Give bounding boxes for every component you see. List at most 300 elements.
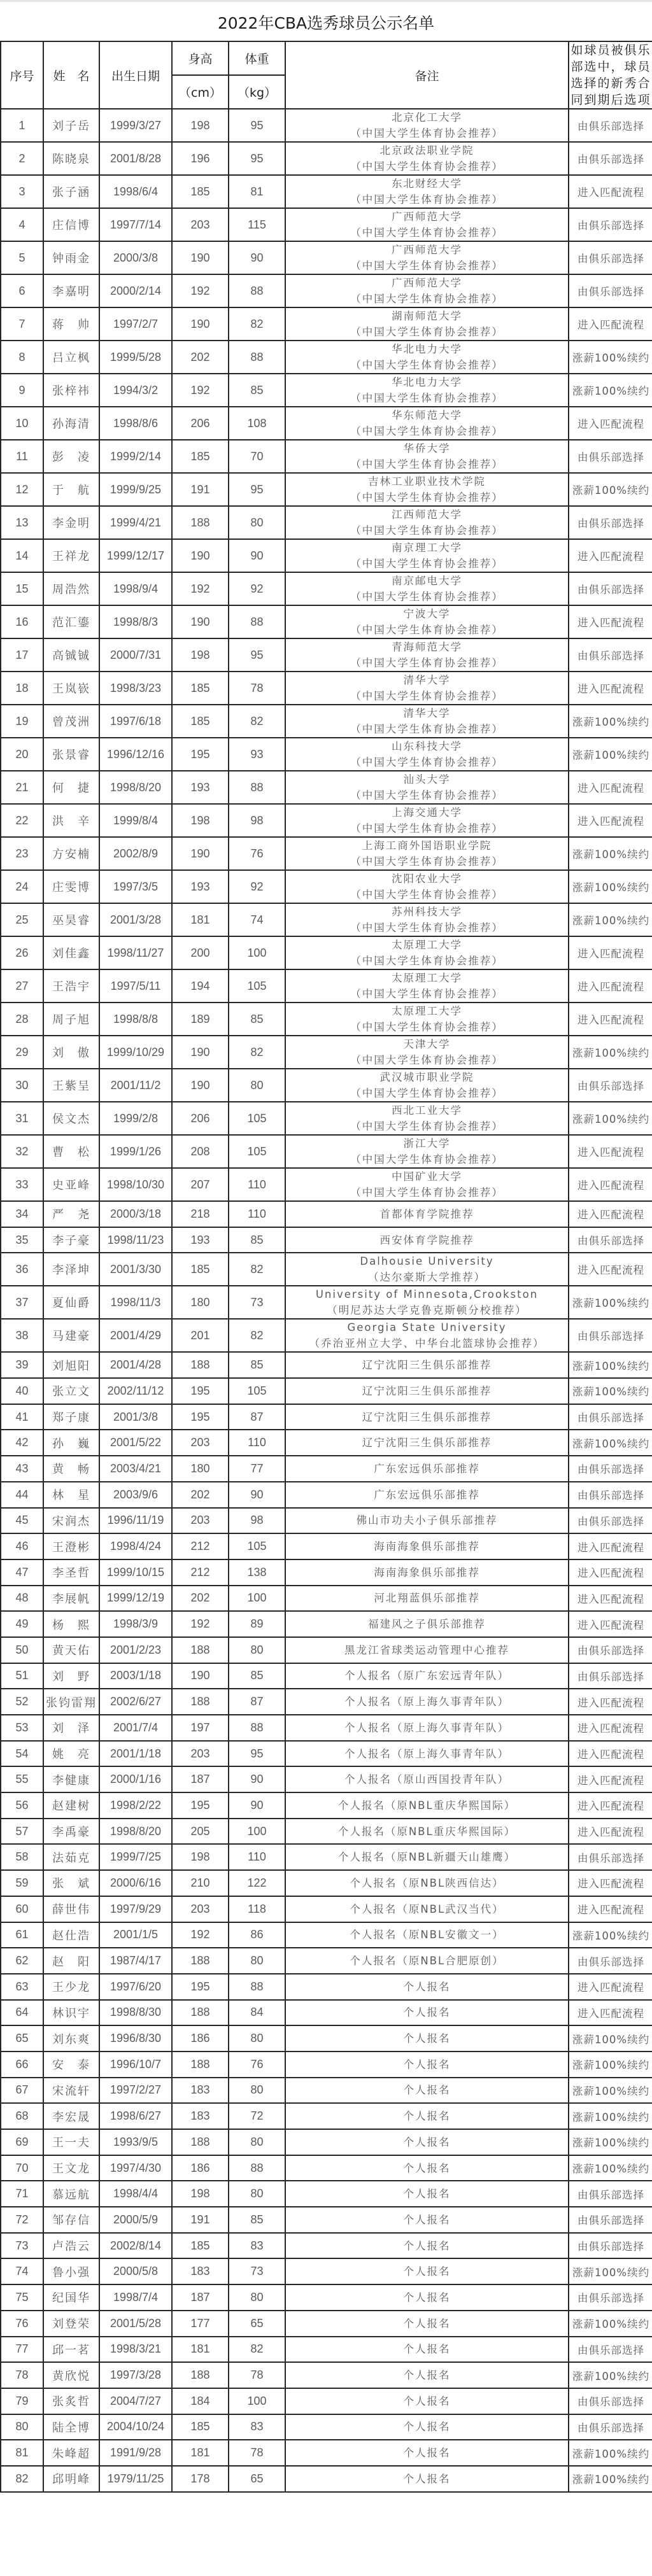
cell-weight: 86 (229, 1922, 285, 1948)
cell-name: 纪国华 (43, 2284, 99, 2311)
cell-option: 由俱乐部选择 (569, 506, 652, 539)
cell-remark (285, 2129, 569, 2155)
cell-birth: 1999/10/29 (99, 1036, 172, 1069)
cell-name: 刘旭阳 (43, 1352, 99, 1378)
cell-weight: 110 (229, 1844, 285, 1870)
cell-name: 张钧雷翔 (43, 1689, 99, 1715)
cell-birth: 1998/2/22 (99, 1792, 172, 1819)
cell-name: 李健康 (43, 1766, 99, 1792)
cell-name: 李宏晟 (43, 2103, 99, 2129)
cell-birth: 1998/9/4 (99, 572, 172, 605)
cell-remark (285, 2025, 569, 2052)
cell-weight: 80 (229, 2181, 285, 2207)
cell-birth: 1998/8/3 (99, 605, 172, 638)
remark-line-2: （中国大学生体育协会推荐） (350, 1087, 504, 1099)
cell-birth: 2000/5/9 (99, 2207, 172, 2233)
cell-height: 195 (172, 1974, 229, 2000)
cell-index: 14 (1, 539, 43, 572)
remark-line-1: 个人报名 (403, 2369, 451, 2382)
remark-line-1: 个人报名（原NBL重庆华熙国际） (337, 1825, 516, 1838)
remark-line-2: （中国大学生体育协会推荐） (350, 1021, 504, 1033)
cell-index: 46 (1, 1533, 43, 1559)
table-row (1, 1036, 652, 1069)
cell-option: 进入匹配流程 (569, 175, 652, 208)
cell-weight: 80 (229, 2284, 285, 2311)
cell-index: 35 (1, 1227, 43, 1253)
cell-index: 44 (1, 1482, 43, 1508)
cell-height: 193 (172, 870, 229, 903)
cell-option: 涨薪100%续约 (569, 2440, 652, 2466)
table-row (1, 837, 652, 870)
cell-index: 71 (1, 2181, 43, 2207)
remark-line-1: 个人报名（原上海久事青年队） (344, 1747, 509, 1760)
remark-line-1: 浙江大学 (403, 1137, 451, 1150)
cell-weight: 88 (229, 341, 285, 374)
cell-birth: 2003/1/18 (99, 1663, 172, 1689)
cell-birth: 1998/4/24 (99, 1533, 172, 1559)
cell-weight: 74 (229, 903, 285, 936)
table-row (1, 1689, 652, 1715)
cell-birth: 1998/11/27 (99, 936, 172, 969)
cell-birth: 1998/10/30 (99, 1168, 172, 1201)
cell-height: 207 (172, 1168, 229, 1201)
remark-line-1: University of Minnesota,Crookston (315, 1288, 539, 1301)
cell-remark (285, 2207, 569, 2233)
cell-height: 190 (172, 837, 229, 870)
cell-height: 203 (172, 1508, 229, 1534)
table-row (1, 2155, 652, 2181)
cell-name: 鲁小强 (43, 2258, 99, 2284)
cell-height: 194 (172, 969, 229, 1003)
cell-height: 191 (172, 473, 229, 506)
cell-weight: 85 (229, 1352, 285, 1378)
cell-height: 197 (172, 1715, 229, 1741)
table-row (1, 1974, 652, 2000)
cell-name: 刘登荣 (43, 2311, 99, 2337)
cell-birth: 1999/9/25 (99, 473, 172, 506)
cell-name: 黄 畅 (43, 1456, 99, 1482)
cell-option: 由俱乐部选择 (569, 638, 652, 672)
cell-name: 慕远航 (43, 2181, 99, 2207)
table-row (1, 109, 652, 142)
cell-birth: 2001/7/4 (99, 1715, 172, 1741)
cell-weight: 83 (229, 2414, 285, 2440)
remark-line-1: 个人报名 (403, 2032, 451, 2045)
cell-index: 70 (1, 2155, 43, 2181)
remark-line-1: Dalhousie University (360, 1255, 494, 1268)
cell-option: 由俱乐部选择 (569, 241, 652, 274)
remark-line-2: （中国大学生体育协会推荐） (350, 889, 504, 901)
cell-name: 周子旭 (43, 1003, 99, 1036)
cell-birth: 1999/7/25 (99, 1844, 172, 1870)
cell-birth: 2001/1/5 (99, 1922, 172, 1948)
remark-line-2: （中国大学生体育协会推荐） (350, 624, 504, 636)
cell-index: 80 (1, 2414, 43, 2440)
remark-line-1: 个人报名 (403, 2239, 451, 2252)
cell-name: 孙 巍 (43, 1430, 99, 1456)
remark-line-1: 青海师范大学 (392, 641, 462, 653)
cell-option: 由俱乐部选择 (569, 1948, 652, 1974)
cell-name: 张炙哲 (43, 2388, 99, 2414)
cell-option: 由俱乐部选择 (569, 1482, 652, 1508)
header-birth: 出生日期 (99, 41, 172, 109)
table-row (1, 672, 652, 705)
cell-name: 刘 野 (43, 1663, 99, 1689)
header-remark: 备注 (285, 41, 569, 109)
cell-remark (285, 1352, 569, 1378)
table-row (1, 1135, 652, 1168)
remark-line-1: 江西师范大学 (392, 509, 462, 521)
cell-weight: 77 (229, 1456, 285, 1482)
remark-line-1: 北京政法职业学院 (379, 144, 474, 157)
cell-option: 涨薪100%续约 (569, 473, 652, 506)
remark-line-1: 海南海象俱乐部推荐 (374, 1566, 480, 1579)
cell-option: 由俱乐部选择 (569, 2284, 652, 2311)
table-row (1, 1102, 652, 1135)
remark-line-1: 个人报名（原上海久事青年队） (344, 1721, 509, 1734)
cell-name: 周浩然 (43, 572, 99, 605)
remark-line-1: 上海交通大学 (392, 806, 462, 819)
cell-remark (285, 2414, 569, 2440)
cell-option: 涨薪100%续约 (569, 705, 652, 738)
cell-birth: 2000/5/8 (99, 2258, 172, 2284)
remark-line-1: 清华大学 (403, 707, 451, 719)
cell-remark (285, 175, 569, 208)
cell-index: 15 (1, 572, 43, 605)
cell-remark (285, 1611, 569, 1637)
cell-weight: 92 (229, 572, 285, 605)
cell-birth: 1998/8/20 (99, 1819, 172, 1845)
table-row (1, 2233, 652, 2259)
cell-remark (285, 1069, 569, 1102)
cell-weight: 80 (229, 1069, 285, 1102)
cell-weight: 84 (229, 2000, 285, 2026)
cell-birth: 1997/5/11 (99, 969, 172, 1003)
cell-weight: 80 (229, 2078, 285, 2104)
cell-name: 刘子岳 (43, 109, 99, 142)
cell-height: 192 (172, 1611, 229, 1637)
cell-weight: 89 (229, 1611, 285, 1637)
cell-height: 208 (172, 1135, 229, 1168)
cell-option: 由俱乐部选择 (569, 1508, 652, 1534)
cell-index: 4 (1, 208, 43, 241)
cell-height: 188 (172, 1352, 229, 1378)
cell-name: 王一夫 (43, 2129, 99, 2155)
table-row (1, 2258, 652, 2284)
cell-birth: 2002/8/14 (99, 2233, 172, 2259)
cell-height: 205 (172, 1819, 229, 1845)
cell-name: 王文龙 (43, 2155, 99, 2181)
cell-birth: 1999/2/14 (99, 440, 172, 473)
remark-line-1: 个人报名 (403, 2058, 451, 2071)
table-row (1, 1319, 652, 1352)
table-row (1, 1715, 652, 1741)
document-title: 2022年CBA选秀球员公示名单 (217, 14, 435, 32)
cell-name: 张景睿 (43, 738, 99, 771)
remark-line-1: 上海工商外国语职业学院 (362, 840, 492, 852)
cell-remark (285, 936, 569, 969)
remark-line-1: 个人报名（原NBL重庆华熙国际） (337, 1799, 516, 1812)
remark-line-1: 个人报名 (403, 2162, 451, 2174)
table-row (1, 969, 652, 1003)
cell-birth: 1996/12/16 (99, 738, 172, 771)
remark-line-2: （中国大学生体育协会推荐） (350, 127, 504, 139)
table-row (1, 638, 652, 672)
table-row (1, 473, 652, 506)
cell-index: 53 (1, 1715, 43, 1741)
cell-remark (285, 738, 569, 771)
cell-index: 63 (1, 1974, 43, 2000)
cell-remark (285, 539, 569, 572)
cell-option: 涨薪100%续约 (569, 2258, 652, 2284)
table-row (1, 1378, 652, 1404)
cell-option: 由俱乐部选择 (569, 2181, 652, 2207)
remark-line-1: 汕头大学 (403, 773, 451, 785)
cell-remark (285, 1948, 569, 1974)
remark-line-2: （中国大学生体育协会推荐） (350, 359, 504, 371)
cell-option: 进入匹配流程 (569, 1689, 652, 1715)
cell-name: 庄信博 (43, 208, 99, 241)
cell-index: 5 (1, 241, 43, 274)
cell-name: 王浩宇 (43, 969, 99, 1003)
cell-birth: 2001/4/28 (99, 1352, 172, 1378)
cell-option: 涨薪100%续约 (569, 374, 652, 407)
cell-option: 进入匹配流程 (569, 605, 652, 638)
table-row (1, 208, 652, 241)
remark-line-1: 个人报名 (403, 2213, 451, 2226)
table-row (1, 1508, 652, 1534)
table-row (1, 2025, 652, 2052)
cell-index: 62 (1, 1948, 43, 1974)
cell-birth: 2000/2/14 (99, 274, 172, 307)
cell-name: 朱峰超 (43, 2440, 99, 2466)
remark-line-1: 个人报名（原上海久事青年队） (344, 1696, 509, 1708)
cell-height: 188 (172, 1689, 229, 1715)
cell-name: 方安楠 (43, 837, 99, 870)
cell-name: 钟雨金 (43, 241, 99, 274)
remark-line-2: （中国大学生体育协会推荐） (350, 458, 504, 470)
cell-option: 进入匹配流程 (569, 1559, 652, 1586)
remark-line-2: （中国大学生体育协会推荐） (350, 293, 504, 305)
remark-line-1: 广西师范大学 (392, 244, 462, 256)
remark-line-1: 苏州科技大学 (392, 906, 462, 918)
cell-weight: 85 (229, 374, 285, 407)
cell-remark (285, 1286, 569, 1319)
cell-height: 195 (172, 1378, 229, 1404)
remark-line-2: （中国大学生体育协会推荐） (350, 855, 504, 868)
cell-remark (285, 142, 569, 175)
cell-weight: 87 (229, 1689, 285, 1715)
cell-index: 82 (1, 2466, 43, 2492)
remark-line-1: 广西师范大学 (392, 211, 462, 223)
remark-line-1: 湖南师范大学 (392, 310, 462, 322)
remark-line-2: （中国大学生体育协会推荐） (350, 1120, 504, 1132)
cell-height: 181 (172, 2440, 229, 2466)
cell-birth: 1993/9/5 (99, 2129, 172, 2155)
cell-birth: 2001/3/30 (99, 1253, 172, 1286)
cell-birth: 1999/12/19 (99, 1586, 172, 1612)
cell-option: 涨薪100%续约 (569, 1352, 652, 1378)
cell-weight: 80 (229, 2129, 285, 2155)
cell-name: 林 星 (43, 1482, 99, 1508)
cell-weight: 85 (229, 1663, 285, 1689)
cell-name: 李禹豪 (43, 1819, 99, 1845)
cell-height: 202 (172, 1586, 229, 1612)
draft-roster-table (0, 41, 652, 2493)
cell-remark (285, 1766, 569, 1792)
remark-line-1: 海南海象俱乐部推荐 (374, 1540, 480, 1553)
cell-birth: 2004/10/24 (99, 2414, 172, 2440)
cell-birth: 2001/3/28 (99, 903, 172, 936)
cell-weight: 105 (229, 1135, 285, 1168)
cell-height: 186 (172, 2025, 229, 2052)
cell-weight: 87 (229, 1404, 285, 1430)
table-row (1, 2181, 652, 2207)
cell-option: 涨薪100%续约 (569, 1286, 652, 1319)
cell-name: 孙海清 (43, 407, 99, 440)
cell-birth: 1998/4/4 (99, 2181, 172, 2207)
cell-weight: 78 (229, 2362, 285, 2388)
remark-line-1: 山东科技大学 (392, 740, 462, 752)
cell-name: 何 捷 (43, 771, 99, 804)
cell-birth: 1997/2/7 (99, 307, 172, 341)
remark-line-1: 个人报名 (403, 1980, 451, 1993)
cell-remark (285, 2052, 569, 2078)
cell-option: 进入匹配流程 (569, 1201, 652, 1227)
cell-remark (285, 2466, 569, 2492)
header-index: 序号 (1, 41, 43, 109)
cell-remark (285, 2337, 569, 2363)
cell-index: 68 (1, 2103, 43, 2129)
cell-height: 181 (172, 2337, 229, 2363)
table-row (1, 1948, 652, 1974)
cell-option: 由俱乐部选择 (569, 2233, 652, 2259)
cell-remark (285, 2181, 569, 2207)
cell-remark (285, 870, 569, 903)
cell-name: 曾茂洲 (43, 705, 99, 738)
cell-birth: 1998/3/9 (99, 1611, 172, 1637)
cell-height: 198 (172, 109, 229, 142)
cell-index: 37 (1, 1286, 43, 1319)
cell-name: 范汇鎏 (43, 605, 99, 638)
table-row (1, 2466, 652, 2492)
table-row (1, 2207, 652, 2233)
table-row (1, 903, 652, 936)
cell-name: 夏仙爵 (43, 1286, 99, 1319)
cell-remark (285, 473, 569, 506)
table-row (1, 2388, 652, 2414)
cell-weight: 122 (229, 1870, 285, 1896)
cell-name: 马建豪 (43, 1319, 99, 1352)
cell-weight: 110 (229, 1201, 285, 1227)
cell-remark (285, 2440, 569, 2466)
cell-option: 由俱乐部选择 (569, 440, 652, 473)
cell-weight: 105 (229, 1378, 285, 1404)
remark-line-1: 个人报名（原NBL新疆天山雄鹰） (337, 1851, 516, 1864)
cell-birth: 2000/3/18 (99, 1201, 172, 1227)
cell-option: 由俱乐部选择 (569, 1319, 652, 1352)
cell-name: 陈晓泉 (43, 142, 99, 175)
cell-name: 李子豪 (43, 1227, 99, 1253)
cell-name: 宋润杰 (43, 1508, 99, 1534)
cell-weight: 80 (229, 1637, 285, 1663)
remark-line-2: （中国大学生体育协会推荐） (350, 822, 504, 834)
cell-weight: 105 (229, 1533, 285, 1559)
remark-line-1: 太原理工大学 (392, 972, 462, 984)
cell-weight: 73 (229, 2258, 285, 2284)
remark-line-1: 个人报名 (403, 2291, 451, 2304)
cell-index: 8 (1, 341, 43, 374)
cell-weight: 65 (229, 2466, 285, 2492)
remark-line-1: 辽宁沈阳三生俱乐部推荐 (362, 1411, 492, 1423)
cell-birth: 1997/2/27 (99, 2078, 172, 2104)
cell-birth: 1998/11/3 (99, 1286, 172, 1319)
remark-line-1: 广西师范大学 (392, 277, 462, 289)
cell-remark (285, 2284, 569, 2311)
cell-remark (285, 2388, 569, 2414)
cell-index: 81 (1, 2440, 43, 2466)
cell-remark (285, 2258, 569, 2284)
cell-name: 刘东爽 (43, 2025, 99, 2052)
remark-line-1: 个人报名 (403, 2265, 451, 2278)
table-row (1, 2078, 652, 2104)
remark-line-1: 个人报名 (403, 2188, 451, 2200)
cell-option: 进入匹配流程 (569, 1586, 652, 1612)
cell-height: 180 (172, 1286, 229, 1319)
cell-birth: 1999/4/21 (99, 506, 172, 539)
cell-weight: 98 (229, 1508, 285, 1534)
remark-line-1: 福建风之子俱乐部推荐 (368, 1618, 486, 1631)
remark-line-1: 华侨大学 (403, 442, 451, 454)
cell-weight: 83 (229, 2233, 285, 2259)
cell-height: 210 (172, 1870, 229, 1896)
table-row (1, 142, 652, 175)
cell-birth: 1999/8/4 (99, 804, 172, 837)
remark-line-2: （中国大学生体育协会推荐） (350, 1153, 504, 1165)
cell-weight: 95 (229, 142, 285, 175)
table-row (1, 2337, 652, 2363)
cell-name: 邹存信 (43, 2207, 99, 2233)
cell-weight: 80 (229, 1948, 285, 1974)
cell-weight: 93 (229, 738, 285, 771)
table-row (1, 804, 652, 837)
cell-height: 180 (172, 1456, 229, 1482)
cell-index: 20 (1, 738, 43, 771)
table-row (1, 1792, 652, 1819)
cell-birth: 2001/2/23 (99, 1637, 172, 1663)
cell-remark (285, 1168, 569, 1201)
table-row (1, 341, 652, 374)
cell-birth: 1999/5/28 (99, 341, 172, 374)
cell-index: 50 (1, 1637, 43, 1663)
header-weight-unit: （kg） (229, 75, 285, 109)
cell-weight: 82 (229, 2337, 285, 2363)
cell-name: 黄欣悦 (43, 2362, 99, 2388)
cell-option: 进入匹配流程 (569, 2000, 652, 2026)
cell-birth: 2002/8/9 (99, 837, 172, 870)
cell-option: 涨薪100%续约 (569, 2052, 652, 2078)
cell-name: 黄天佑 (43, 1637, 99, 1663)
cell-option: 由俱乐部选择 (569, 572, 652, 605)
cell-option: 由俱乐部选择 (569, 1404, 652, 1430)
cell-height: 192 (172, 274, 229, 307)
cell-height: 190 (172, 539, 229, 572)
remark-line-1: 辽宁沈阳三生俱乐部推荐 (362, 1359, 492, 1372)
cell-option: 涨薪100%续约 (569, 1102, 652, 1135)
cell-index: 59 (1, 1870, 43, 1896)
cell-index: 10 (1, 407, 43, 440)
cell-birth: 1998/8/6 (99, 407, 172, 440)
